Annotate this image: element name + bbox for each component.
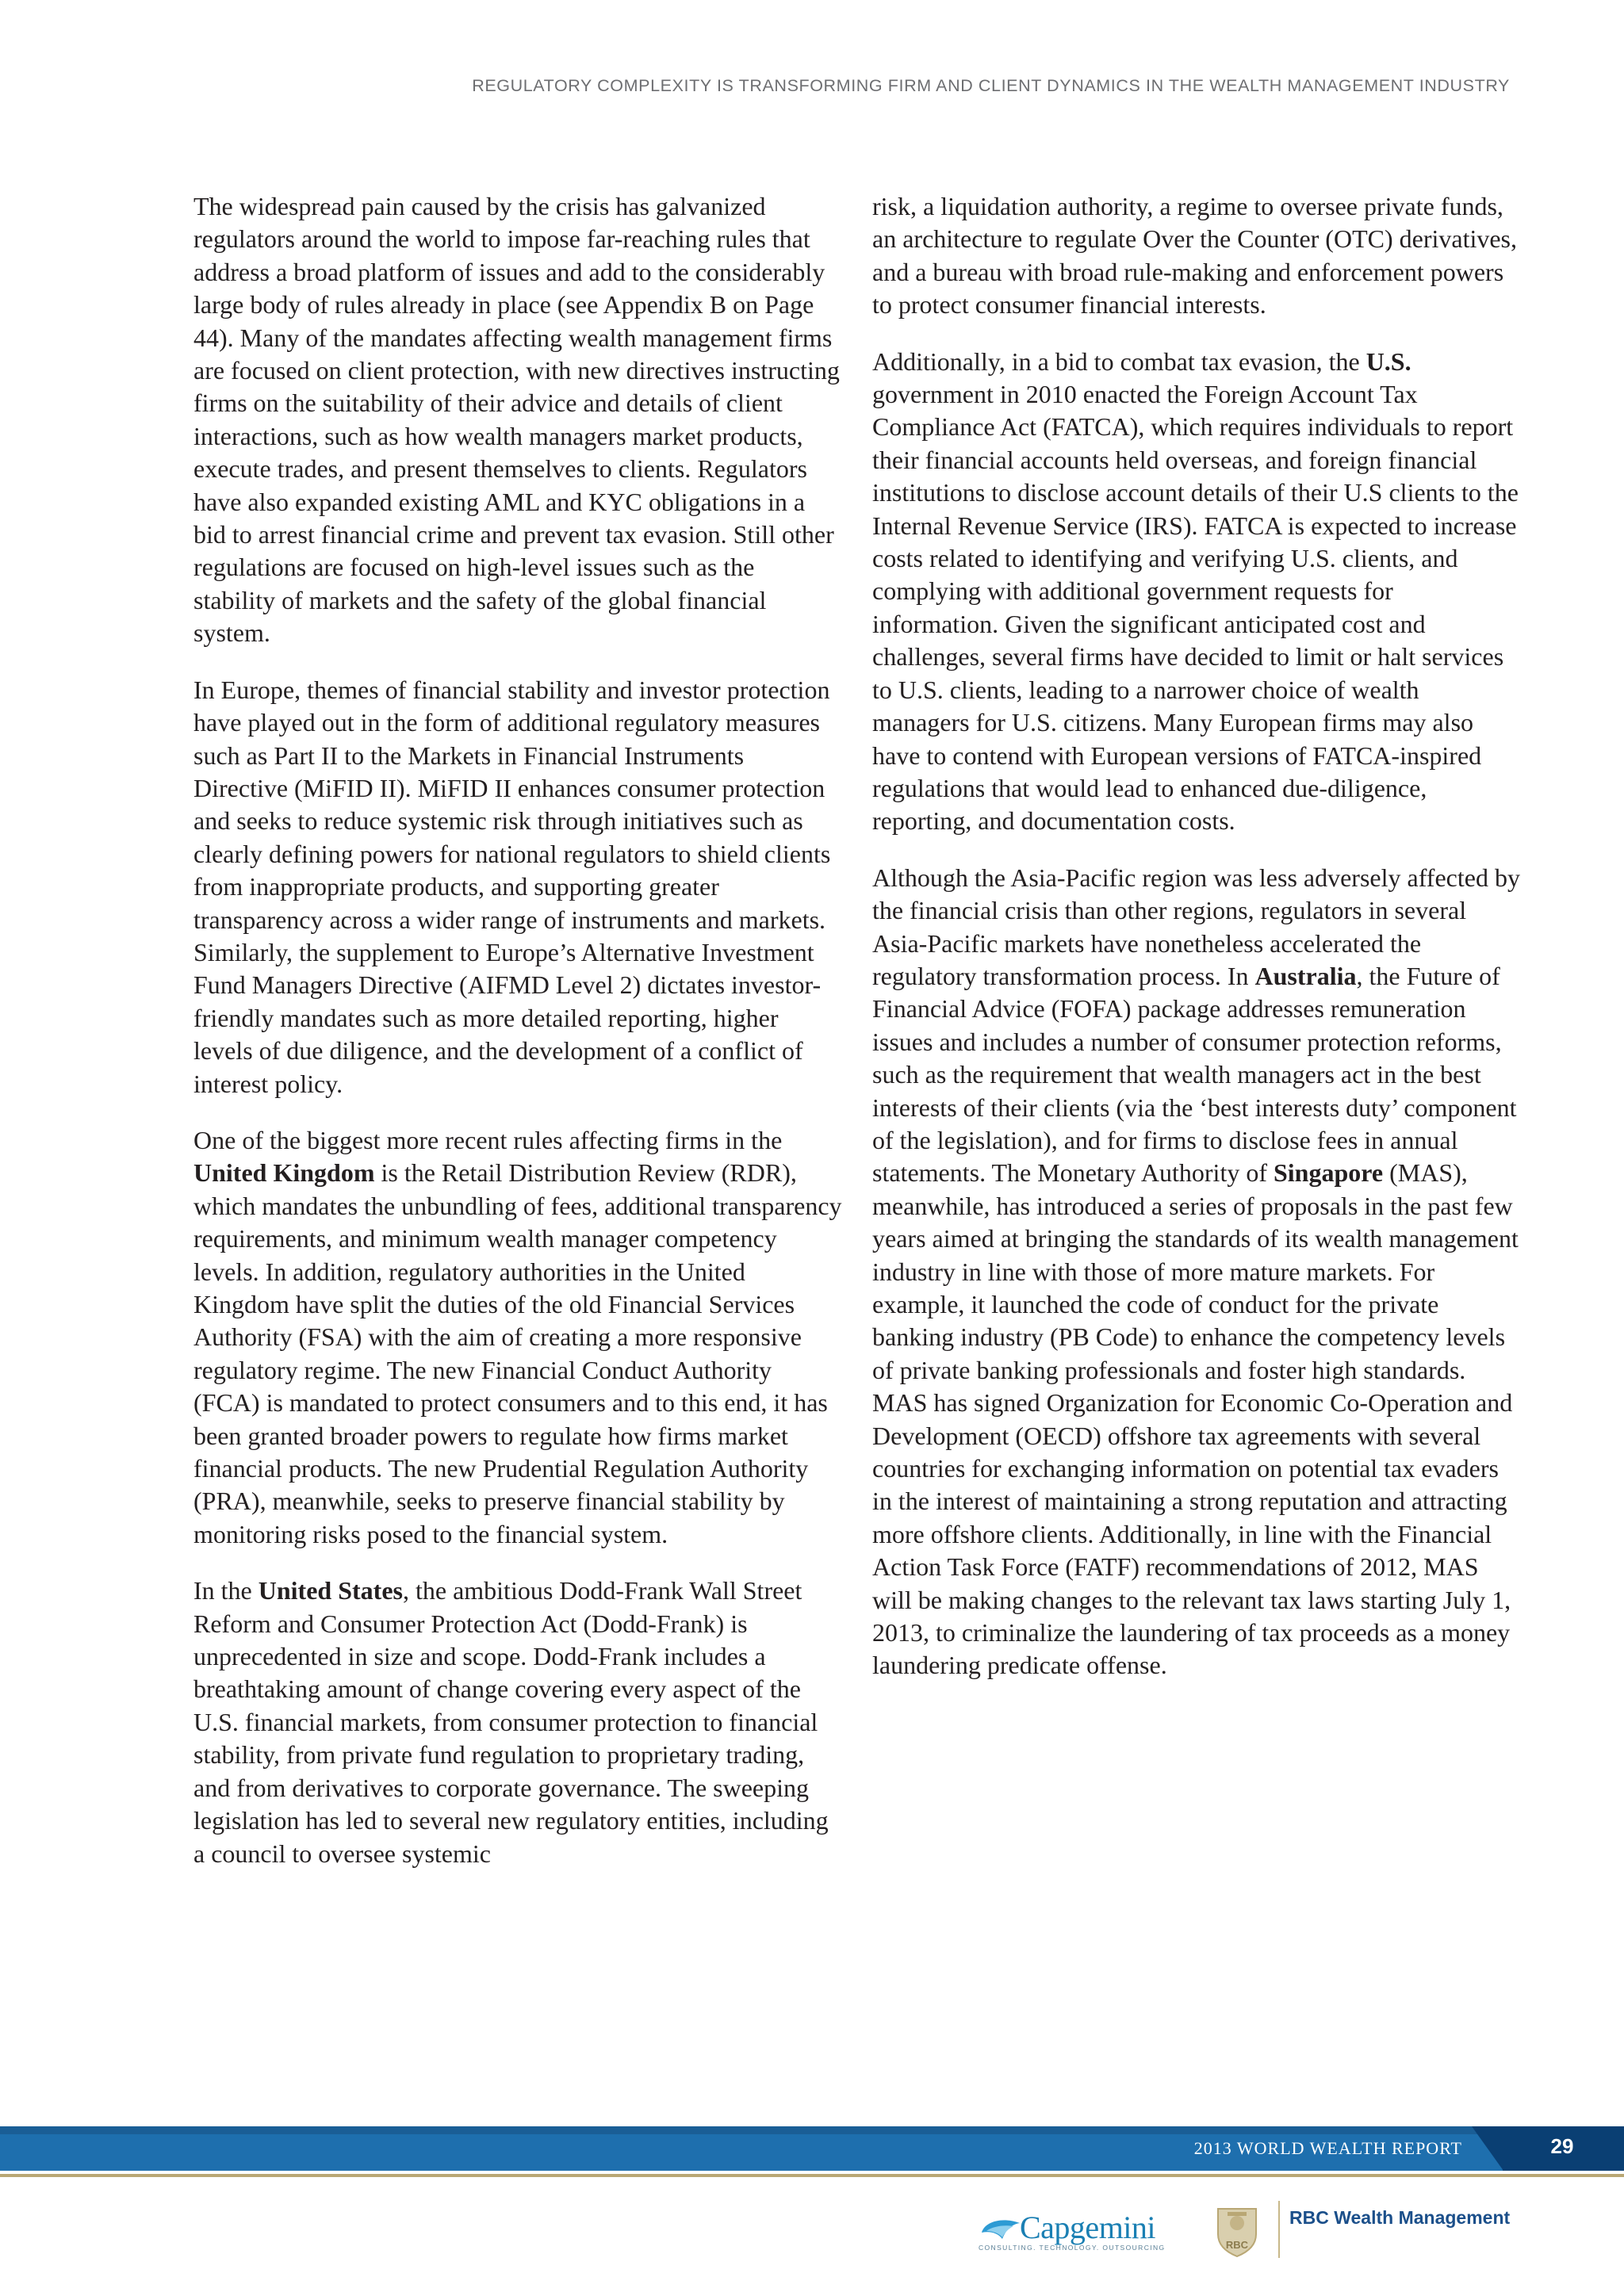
footer-strip: [0, 2126, 1624, 2134]
capgemini-wordmark: Capgemini: [1020, 2210, 1156, 2245]
text-run: , the Future of Financial Advice (FOFA) package addresses remuneration issues and includes a number of consumer protection reforms, such as the requirement that wealth managers act in the best interests of their clients (via the ‘best interests duty’ component of the legislation), and for firms to disclose fees in annual statements. The Monetary Authority of: [872, 961, 1517, 1188]
paragraph: [193, 1575, 842, 1870]
capgemini-tagline: CONSULTING. TECHNOLOGY. OUTSOURCING: [979, 2244, 1166, 2252]
page-number: 29: [1550, 2134, 1574, 2158]
footer-notch: [1472, 2126, 1503, 2171]
paragraph: In Europe, themes of financial stability and investor protection have played out in the form of additional regulatory measures such as Part II to the Markets in Financial Instruments Directive (MiFID II). MiFID II enhances consumer protection and seeks to reduce systemic risk through initiatives such as clearly defining powers for national regulators to shield clients from inappropriate products, and supporting greater transparency across a wider range of instruments and markets. Similarly, the supplement to Europe’s Alternative Investment Fund Managers Directive (AIFMD Level 2) dictates investor-friendly mandates such as more detailed reporting, higher levels of due diligence, and the development of a conflict of interest policy.: [193, 675, 831, 1098]
rbc-shield-logo: [1213, 2202, 1261, 2258]
text-run: Additionally, in a bid to combat tax evasion, the: [872, 346, 1366, 376]
bold-term: United States: [258, 1576, 403, 1605]
bold-term: United Kingdom: [193, 1158, 375, 1188]
bold-term: Singapore: [1273, 1158, 1384, 1188]
text-run: One of the biggest more recent rules affecting firms in the: [193, 1125, 783, 1154]
text-run: , the ambitious Dodd-Frank Wall Street Reform and Consumer Protection Act (Dodd-Frank) is unprecedented in size and scope. Dodd-Frank includes a breathtaking amount of change covering every aspect of the U.S. financial markets, from consumer protection to financial stability, from private fund regulation to proprietary trading, and from derivatives to corporate governance. The sweeping legislation has led to several new regulatory entities, including a council to oversee systemic: [193, 1576, 829, 1868]
capgemini-spade-icon: [979, 2214, 1023, 2245]
text-run: (MAS), meanwhile, has introduced a series of proposals in the past few years aimed at bringing the standards of its wealth management industry in line with those of more mature markets. For example, it launched the code of conduct for the private banking industry (PB Code) to enhance the competency levels of private banking professionals and foster high standards. MAS has signed Organization for Economic Co-Operation and Development (OECD) offshore tax agreements with several countries for exchanging information on potential tax evaders in the interest of maintaining a strong reputation and attracting more offshore clients. Additionally, in line with the Financial Action Task Force (FATF) recommendations of 2012, MAS will be making changes to the relevant tax laws starting July 1, 2013, to criminalize the laundering of tax proceeds as a money laundering predicate offense.: [872, 1158, 1519, 1680]
rbc-shield-text: RBC: [1225, 2239, 1249, 2251]
text-run: Although the Asia-Pacific region was less adversely affected by the financial crisis than other regions, regulators in several Asia-Pacific markets have nonetheless accelerated the regulatory transformation process. In: [872, 863, 1520, 990]
left-column: [193, 190, 842, 1894]
bold-term: Australia: [1254, 961, 1357, 990]
paragraph: [193, 1124, 842, 1551]
text-run: government in 2010 enacted the Foreign Account Tax Compliance Act (FATCA), which requires individuals to report their financial accounts held overseas, and foreign financial institutions to disclose account details of their U.S clients to the Internal Revenue Service (IRS). FATCA is expected to increase costs related to identifying and verifying U.S. clients, and complying with additional government requests for information. Given the significant anticipated cost and challenges, several firms have decided to limit or halt services to U.S. clients, leading to a narrower choice of wealth managers for U.S. citizens. Many European firms may also have to contend with European versions of FATCA-inspired regulations that would lead to enhanced due-diligence, reporting, and documentation costs.: [872, 380, 1519, 836]
rbc-wealth-management-wordmark: RBC Wealth Management: [1289, 2207, 1511, 2228]
right-column: [872, 190, 1521, 1706]
paragraph: [872, 346, 1521, 838]
logo-divider: [1278, 2201, 1280, 2258]
footer-rule: [0, 2174, 1624, 2177]
paragraph: risk, a liquidation authority, a regime to oversee private funds, an architecture to regulate Over the Counter (OTC) derivatives, and a bureau with broad rule-making and enforcement powers to protect consumer financial interests.: [872, 192, 1517, 320]
paragraph: [872, 862, 1521, 1682]
text-run: is the Retail Distribution Review (RDR), which mandates the unbundling of fees, additional transparency requirements, and minimum wealth manager competency levels. In addition, regulatory authorities in the United Kingdom have split the duties of the old Financial Services Authority (FSA) with the aim of creating a more responsive regulatory regime. The new Financial Conduct Authority (FCA) is mandated to protect consumers and to this end, it has been granted broader powers to regulate how firms market financial products. The new Prudential Regulation Authority (PRA), meanwhile, seeks to preserve financial stability by monitoring risks posed to the financial system.: [193, 1158, 842, 1548]
rbc-lion-shield-icon: [1213, 2202, 1261, 2258]
running-header: REGULATORY COMPLEXITY IS TRANSFORMING FIRM AND CLIENT DYNAMICS IN THE WEALTH MANAGEMENT INDUSTRY: [472, 76, 1510, 95]
bold-term: U.S.: [1365, 346, 1411, 376]
capgemini-logo: [979, 2209, 1166, 2256]
paragraph: The widespread pain caused by the crisis has galvanized regulators around the world to impose far-reaching rules that address a broad platform of issues and add to the considerably large body of rules already in place (see Appendix B on Page 44). Many of the mandates affecting wealth management firms are focused on client protection, with new directives instructing firms on the suitability of their advice and details of client interactions, such as how wealth managers market products, execute trades, and present themselves to clients. Regulators have also expanded existing AML and KYC obligations in a bid to arrest financial crime and prevent tax evasion. Still other regulations are focused on high-level issues such as the stability of markets and the safety of the global financial system.: [193, 192, 840, 648]
text-run: In the: [193, 1576, 259, 1605]
footer-report-title: 2013 WORLD WEALTH REPORT: [1193, 2138, 1462, 2158]
